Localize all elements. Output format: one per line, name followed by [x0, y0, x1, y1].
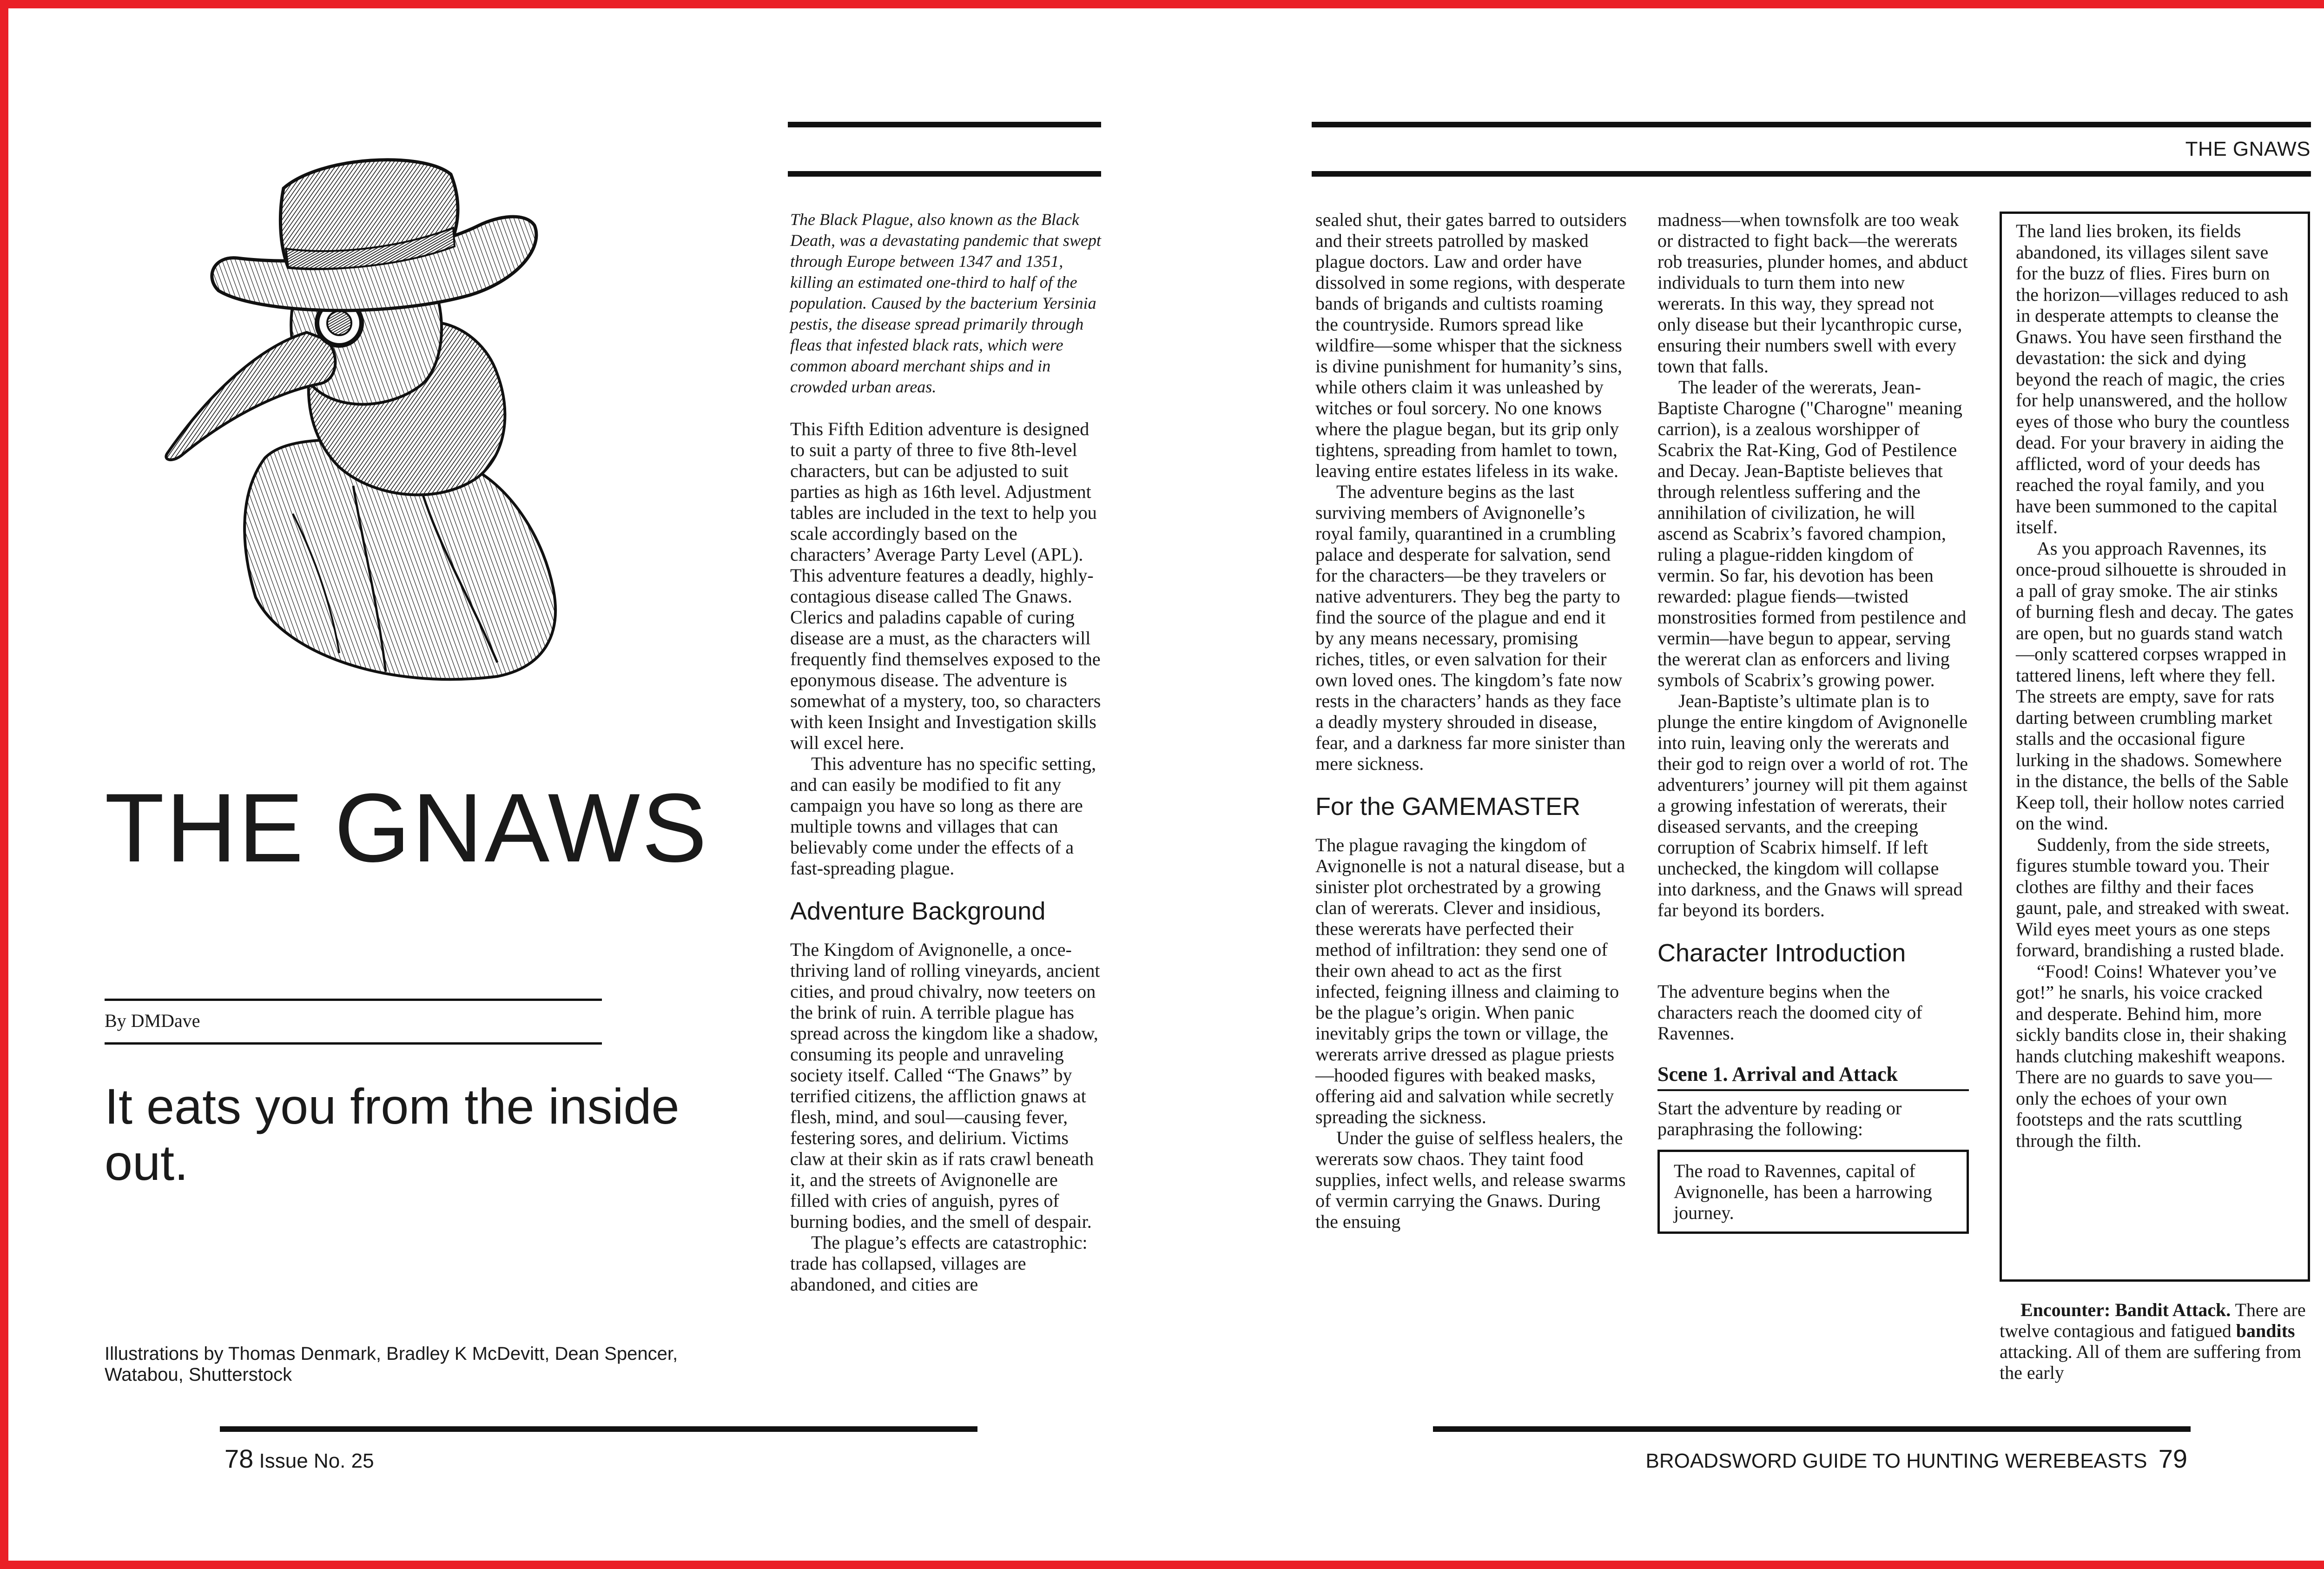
- bandits-keyword: bandits: [2236, 1320, 2295, 1341]
- paragraph: sealed shut, their gates barred to outsiders and their streets patrolled by masked plague doctors. Law and order have dissolved in some regions, with desperate bands of brigands and cultists roaming the countryside. Rumors spread like wildfire—some whisper that the sickness is divine punishment for humanity’s sins, while others claim it was unleashed by witches or foul sorcery. No one knows where the plague began, but its grip only tightens, spreading from hamlet to town, leaving entire estates lifeless in its wake.: [1315, 209, 1627, 481]
- byline-rule-top: [105, 999, 602, 1001]
- paragraph: Jean-Baptiste’s ultimate plan is to plunge the entire kingdom of Avignonelle into ruin, leaving only the wererats and their god to reign over a world of rot. The adventurers’ journey will pit them against a growing infestation of wererats, their diseased servants, and the creeping corruption of Scabrix himself. If left unchecked, the kingdom will collapse into darkness, and the Gnaws will spread far beyond its borders.: [1657, 690, 1968, 920]
- encounter-block: [2000, 1299, 2311, 1383]
- historical-intro: The Black Plague, also known as the Black Death, was a devastating pandemic that swept through Europe between 1347 and 1351, killing an estimated one-third to half of the population. Caused by the bacterium Yersinia pestis, the disease spread primarily through fleas that infested black rats, which were common aboard merchant ships and in crowded urban areas.: [790, 210, 1101, 396]
- read-aloud-text: The road to Ravennes, capital of Avignonelle, has been a harrowing journey.: [1674, 1160, 1932, 1223]
- section-heading-character-introduction: Character Introduction: [1657, 939, 1906, 967]
- footer-left: [224, 1443, 374, 1474]
- header-rule-second: [1312, 171, 2311, 177]
- running-head: THE GNAWS: [2185, 138, 2311, 160]
- encounter-paragraph: [2000, 1299, 2311, 1383]
- section-heading-gamemaster: For the GAMEMASTER: [1315, 793, 1581, 821]
- col1-rule-second: [788, 171, 1101, 177]
- footer-right: [1646, 1443, 2187, 1474]
- text-column-3: [1657, 209, 1969, 1234]
- paragraph: madness—when townsfolk are too weak or distracted to fight back—the wererats rob treasuries, plunder homes, and abduct individuals to turn them into new wererats. In this way, they spread not only disease but their lycanthropic curse, ensuring their numbers swell with every town that falls.: [1657, 209, 1968, 377]
- paragraph: The Kingdom of Avignonelle, a once-thriving land of rolling vineyards, ancient cities, and proud chivalry, now teeters on the brink of ruin. A terrible plague has spread across the kingdom like a shadow, consuming its people and unraveling society itself. Called “The Gnaws” by terrified citizens, the affliction gnaws at flesh, mind, and soul—causing fever, festering sores, and delirium. Victims claw at their skin as if rats crawl beneath it, and the streets of Avignonelle are filled with cries of anguish, pyres of burning bodies, and the smell of despair.: [790, 939, 1100, 1232]
- tagline: It eats you from the inside out.: [105, 1078, 680, 1191]
- plague-doctor-illustration: [144, 132, 627, 700]
- footer-rule-left: [220, 1426, 977, 1432]
- header-rule-top: [1312, 122, 2311, 127]
- encounter-text: There are twelve contagious and fatigued: [2000, 1299, 2306, 1341]
- adventure-title: THE GNAWS: [105, 773, 709, 882]
- paragraph: The plague’s effects are catastrophic: trade has collapsed, villages are abandoned, and cities are: [790, 1232, 1088, 1295]
- paragraph: The adventure begins as the last surviving members of Avignonelle’s royal family, quarantined in a crumbling palace and desperate for salvation, send for the characters—be they travelers or native adventurers. They beg the party to find the source of the plague and end it by any means necessary, promising riches, titles, or even salvation for their own loved ones. The kingdom’s fate now rests in the characters’ hands as they face a deadly mystery shrouded in disease, fear, and a darkness far more sinister than mere sickness.: [1315, 481, 1626, 774]
- page-number-left: 78: [224, 1444, 254, 1473]
- encounter-title: Encounter: Bandit Attack.: [2020, 1299, 2231, 1320]
- read-aloud-text: “Food! Coins! Whatever you’ve got!” he snarls, his voice cracked and desperate. Behind him, more sickly bandits close in, their shaking hands clutching makeshift weapons. There are no guards to save you—only the echoes of your own footsteps and the rats scuttling through the filth.: [2016, 960, 2287, 1151]
- section-heading-background: Adventure Background: [790, 897, 1046, 925]
- paragraph: This Fifth Edition adventure is designed to suit a party of three to five 8th-level characters, but can be adjusted to suit parties as high as 16th level. Adjustment tables are included in the text to help you scale accordingly based on the characters’ Average Party Level (APL). This adventure features a deadly, highly-contagious disease called The Gnaws. Clerics and paladins capable of curing disease are a must, as the characters will frequently find themselves exposed to the eponymous disease. The adventure is somewhat of a mystery, too, so characters with keen Insight and Investigation skills will excel here.: [790, 418, 1101, 753]
- paragraph: The leader of the wererats, Jean-Baptiste Charogne ("Charogne" meaning carrion), is a zealous worshipper of Scabrix the Rat-King, God of Pestilence and Decay. Jean-Baptiste believes that through relentless suffering and the annihilation of civilization, he will ascend as Scabrix’s favored champion, ruling a plague-ridden kingdom of vermin. So far, his devotion has been rewarded: plague fiends—twisted monstrosities formed from pestilence and vermin—have begun to appear, serving the wererat clan as enforcers and living symbols of Scabrix’s growing power.: [1657, 377, 1967, 690]
- read-aloud-text: As you approach Ravennes, its once-proud silhouette is shrouded in a pall of gray smoke. The air stinks of burning flesh and decay. The gates are open, but no guards stand watch—only scattered corpses wrapped in tattered linens, left where they fell. The streets are empty, save for rats darting between crumbling market stalls and the occasional figure lurking in the shadows. Somewhere in the distance, the bells of the Sable Keep toll, their hollow notes carried on the wind.: [2016, 537, 2294, 834]
- paragraph: The plague ravaging the kingdom of Avignonelle is not a natural disease, but a sinister plot orchestrated by a growing clan of wererats. Clever and insidious, these wererats have perfected their method of infiltration: they send one of their own ahead to act as the first infected, feigning illness and claiming to be the plague’s origin. When panic inevitably grips the town or village, the wererats arrive dressed as plague priests—hooded figures with beaked masks, offering aid and salvation while secretly spreading the sickness.: [1315, 834, 1625, 1127]
- book-title: BROADSWORD GUIDE TO HUNTING WEREBEASTS: [1645, 1450, 2147, 1472]
- scene-heading: Scene 1. Arrival and Attack: [1657, 1062, 1969, 1091]
- page-number-right: 79: [2158, 1444, 2187, 1473]
- paragraph: This adventure has no specific setting, and can easily be modified to fit any campaign you have so long as there are multiple towns and villages that can believably come under the effects of a fast-spreading plague.: [790, 753, 1096, 879]
- read-aloud-text: Suddenly, from the side streets, figures stumble toward you. Their clothes are filthy and their faces gaunt, pale, and streaked with sweat. Wild eyes meet yours as one steps forward, brandishing a rusted blade.: [2016, 834, 2290, 960]
- issue-label: Issue No. 25: [259, 1450, 374, 1472]
- paragraph: Under the guise of selfless healers, the wererats sow chaos. They taint food supplies, infect wells, and release swarms of vermin carrying the Gnaws. During the ensuing: [1315, 1127, 1626, 1232]
- col1-rule-top: [788, 122, 1101, 127]
- read-aloud-box-continued: [2000, 212, 2310, 1282]
- text-column-2: [1315, 209, 1627, 1232]
- text-column-1: [790, 209, 1102, 1295]
- paragraph: The adventure begins when the characters reach the doomed city of Ravennes.: [1657, 981, 1922, 1044]
- byline: By DMDave: [105, 1010, 200, 1031]
- read-aloud-box: [1657, 1150, 1969, 1234]
- footer-rule-right: [1433, 1426, 2191, 1432]
- paragraph: Start the adventure by reading or paraphrasing the following:: [1657, 1098, 1902, 1139]
- byline-rule-bottom: [105, 1042, 602, 1045]
- illustration-credits: Illustrations by Thomas Denmark, Bradley K McDevitt, Dean Spencer, Watabou, Shutterstock: [105, 1344, 678, 1385]
- read-aloud-text: The land lies broken, its fields abandoned, its villages silent save for the buzz of flies. Fires burn on the horizon—villages reduced to ash in desperate attempts to cleanse the Gnaws. You have seen firsthand the devastation: the sick and dying beyond the reach of magic, the cries for help unanswered, and the hollow eyes of those who bury the countless dead. For your bravery in aiding the afflicted, word of your deeds has reached the royal family, and you have been summoned to the capital itself.: [2016, 220, 2290, 537]
- encounter-text: attacking. All of them are suffering from the early: [2000, 1341, 2302, 1383]
